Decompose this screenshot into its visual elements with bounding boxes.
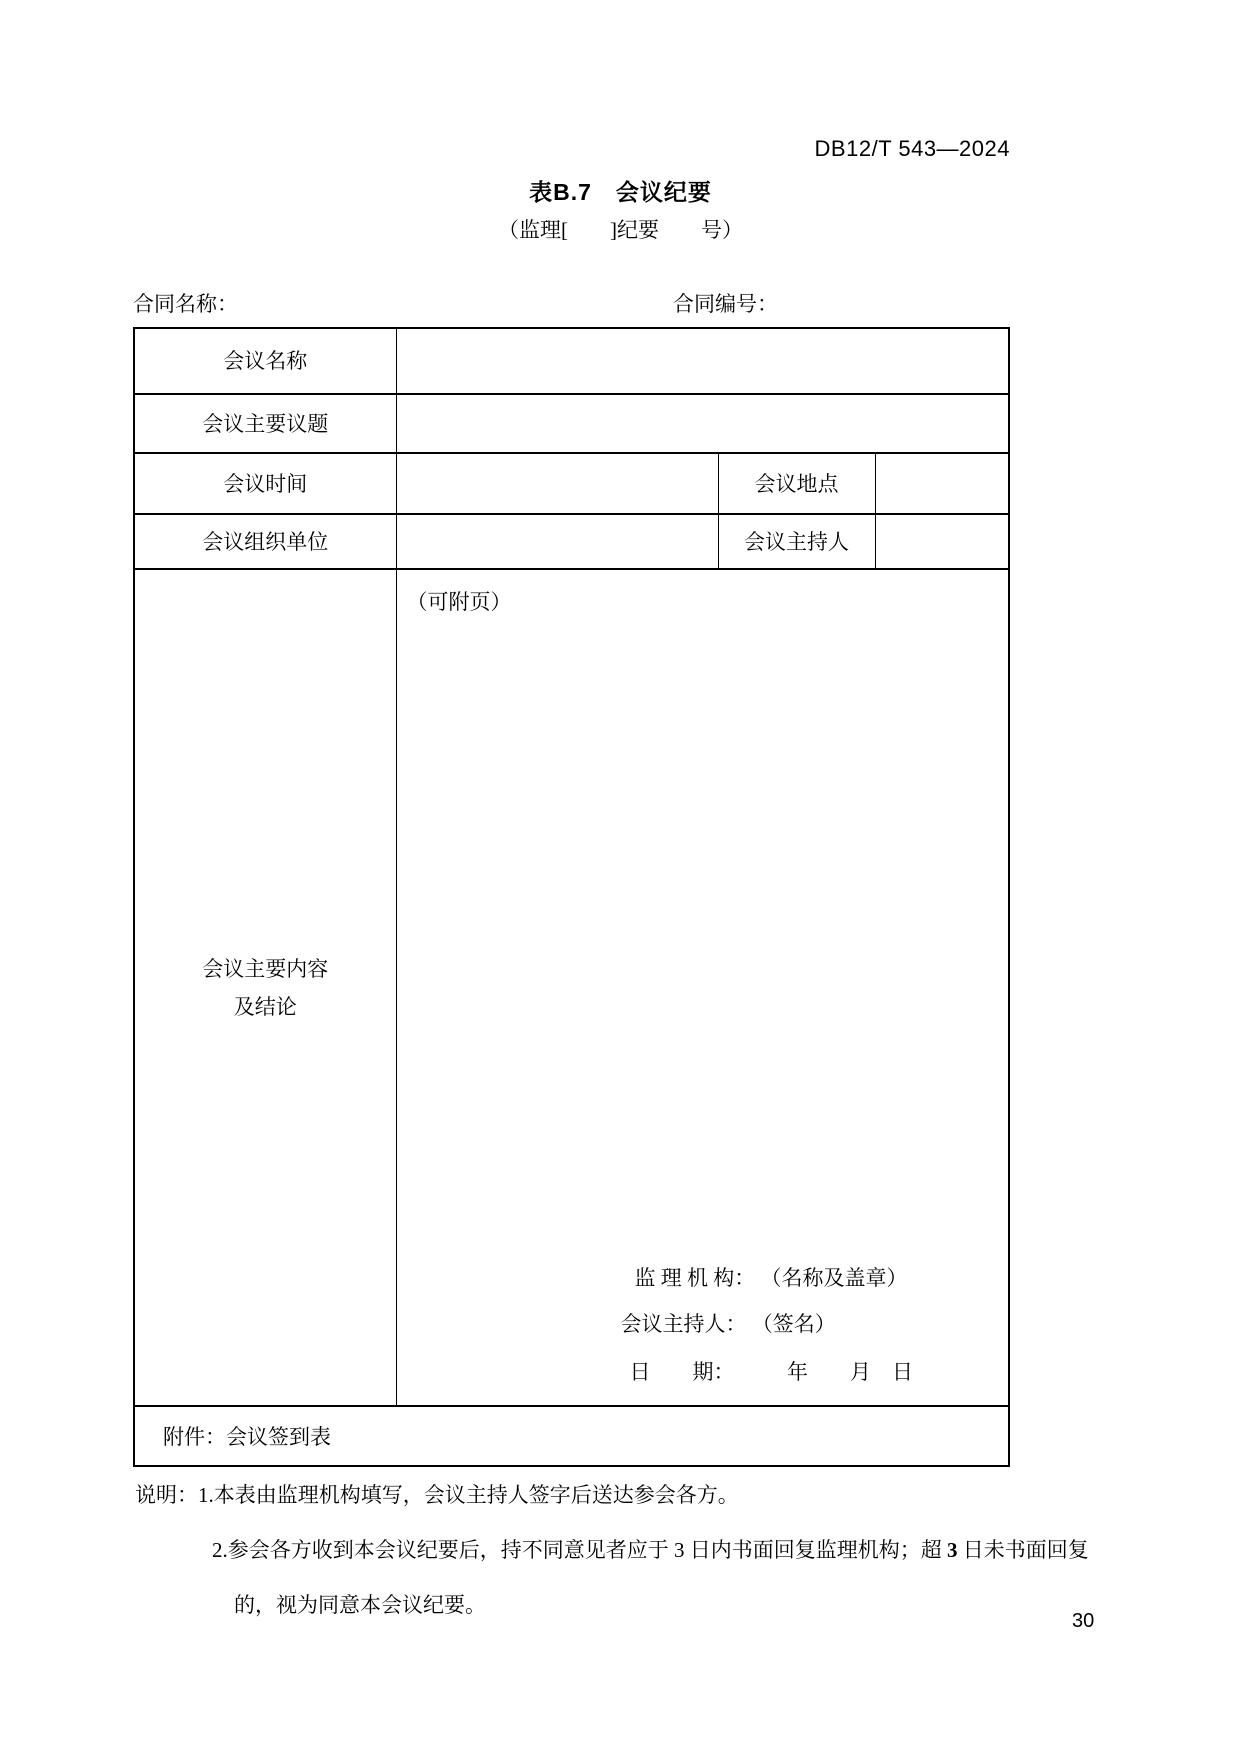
contract-number-label: 合同编号：: [673, 292, 778, 316]
meeting-content-label-cell: [134, 569, 396, 1406]
meeting-minutes-table: [133, 327, 1010, 1467]
minutes-number-line: （监理[ ]纪要 号）: [498, 218, 743, 242]
meeting-host-label: 会议主持人: [718, 514, 875, 569]
meeting-topics-row: [134, 394, 1009, 453]
meeting-organizer-label: 会议组织单位: [134, 514, 396, 569]
meeting-content-label-line2: 及结论: [233, 994, 297, 1019]
note-item-2-part2: 日未书面回复: [957, 1538, 1089, 1562]
page-number: 30: [1072, 1610, 1095, 1632]
meeting-host-value-cell: [875, 514, 1009, 569]
meeting-place-label: 会议地点: [718, 453, 875, 514]
meeting-content-row: [134, 569, 1009, 1406]
notes-prefix: 说明：: [135, 1483, 198, 1507]
note-item-2-bold: 3: [947, 1538, 958, 1562]
meeting-time-value-cell: [396, 453, 718, 514]
meeting-time-row: [134, 453, 1009, 514]
host-signature-line: 会议主持人： （签名）: [620, 1312, 836, 1336]
meeting-content-value-cell: [396, 569, 1009, 1406]
meeting-content-label-line1: 会议主要内容: [202, 956, 329, 981]
meeting-name-row: [134, 328, 1009, 394]
standard-number: DB12/T 543—2024: [814, 136, 1010, 161]
note-item-2-part1: 2.参会各方收到本会议纪要后，持不同意见者应于 3 日内书面回复监理机构；超: [212, 1538, 947, 1562]
attachment-row: [134, 1406, 1009, 1466]
date-signature-line: 日 期： 年 月 日: [629, 1360, 913, 1384]
notes-line-2: [212, 1534, 1089, 1564]
note-item-1: 1.本表由监理机构填写，会议主持人签字后送达参会各方。: [198, 1483, 739, 1507]
contract-name-label: 合同名称：: [133, 292, 238, 316]
meeting-name-label: 会议名称: [134, 328, 396, 394]
meeting-organizer-value-cell: [396, 514, 718, 569]
notes-line-1: [135, 1479, 739, 1509]
meeting-topics-value-cell: [396, 394, 1009, 453]
page-title: 表B.7 会议纪要: [529, 179, 712, 205]
meeting-topics-label: 会议主要议题: [134, 394, 396, 453]
meeting-time-label: 会议时间: [134, 453, 396, 514]
attachment-label: 附件：会议签到表: [134, 1406, 1009, 1466]
attach-pages-hint: （可附页）: [406, 590, 512, 614]
notes-line-3: 的，视为同意本会议纪要。: [234, 1593, 486, 1617]
contract-line: [133, 288, 1008, 316]
meeting-name-value-cell: [396, 328, 1009, 394]
meeting-place-value-cell: [875, 453, 1009, 514]
supervising-org-signature-line: 监 理 机 构： （名称及盖章）: [634, 1266, 908, 1290]
meeting-organizer-row: [134, 514, 1009, 569]
